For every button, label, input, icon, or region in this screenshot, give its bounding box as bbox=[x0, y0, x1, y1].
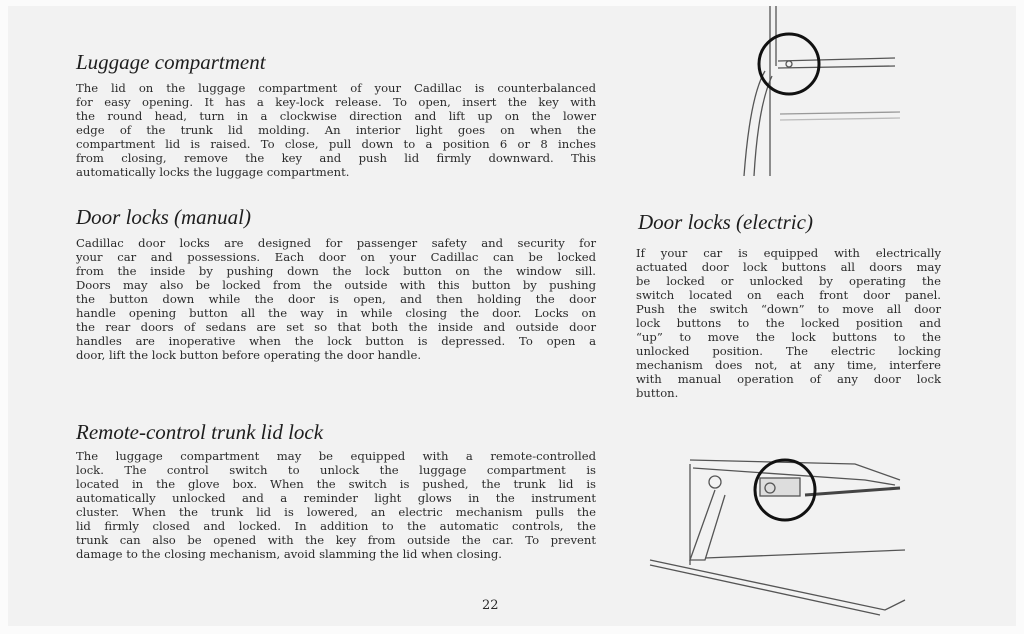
remote-trunk-lock-body bbox=[76, 449, 596, 561]
text-line: trunk can also be opened with the key from outside the car. To prevent bbox=[76, 533, 596, 547]
text-line: lock. The control switch to unlock the luggage compartment is bbox=[76, 463, 596, 477]
luggage-body bbox=[76, 81, 596, 179]
text-line: If your car is equipped with electrically bbox=[636, 246, 941, 260]
text-line: handles are inoperative when the lock button is depressed. To open a bbox=[76, 334, 596, 348]
door-locks-electric-body bbox=[636, 246, 941, 400]
text-line: automatically locks the luggage compartment. bbox=[76, 165, 350, 179]
text-line: button. bbox=[636, 386, 679, 400]
text-line: lock buttons to the locked position and bbox=[636, 316, 941, 330]
text-line: door, lift the lock button before operating the door handle. bbox=[76, 348, 422, 362]
page-number: 22 bbox=[482, 598, 499, 613]
text-line: automatically unlocked and a reminder light glows in the instrument bbox=[76, 491, 596, 505]
text-line: edge of the trunk lid molding. An interior light goes on when the bbox=[76, 123, 596, 137]
text-line: the rear doors of sedans are set so that both the inside and outside door bbox=[76, 320, 596, 334]
text-line: with manual operation of any door lock bbox=[636, 372, 941, 386]
text-line: The luggage compartment may be equipped with a remote-controlled bbox=[76, 449, 596, 463]
text-line: your car and possessions. Each door on your Cadillac can be locked bbox=[76, 250, 596, 264]
text-line: Cadillac door locks are designed for passenger safety and security for bbox=[76, 236, 596, 250]
heading-luggage-compartment: Luggage compartment bbox=[76, 50, 266, 74]
text-line: be locked or unlocked by operating the bbox=[636, 274, 941, 288]
heading-door-locks-electric: Door locks (electric) bbox=[638, 210, 813, 234]
highlight-circle bbox=[759, 34, 819, 94]
text-line: located in the glove box. When the switch is pushed, the trunk lid is bbox=[76, 477, 596, 491]
text-line: actuated door lock buttons all doors may bbox=[636, 260, 941, 274]
text-line: lid firmly closed and locked. In addition to the automatic controls, the bbox=[76, 519, 596, 533]
text-line: the button down while the door is open, and then holding the door bbox=[76, 292, 596, 306]
text-line: from closing, remove the key and push lid firmly downward. This bbox=[76, 151, 596, 165]
text-line: The lid on the luggage compartment of your Cadillac is counterbalanced bbox=[76, 81, 596, 95]
text-line: Push the switch “down” to move all door bbox=[636, 302, 941, 316]
text-line: the round head, turn in a clockwise direction and lift up on the lower bbox=[76, 109, 596, 123]
text-line: Doors may also be locked from the outside with this button by pushing bbox=[76, 278, 596, 292]
door-locks-manual-body bbox=[76, 236, 596, 362]
text-line: unlocked position. The electric locking bbox=[636, 344, 941, 358]
text-line: switch located on each front door panel. bbox=[636, 288, 941, 302]
glove-box-switch-illustration bbox=[645, 450, 915, 620]
heading-remote-trunk-lock: Remote-control trunk lid lock bbox=[76, 420, 324, 444]
text-line: damage to the closing mechanism, avoid slamming the lid when closing. bbox=[76, 547, 502, 561]
text-line: cluster. When the trunk lid is lowered, an electric mechanism pulls the bbox=[76, 505, 596, 519]
heading-door-locks-manual: Door locks (manual) bbox=[76, 205, 251, 229]
text-line: handle opening button all the way in while closing the door. Locks on bbox=[76, 306, 596, 320]
trunk-key-lock-illustration bbox=[720, 6, 920, 186]
text-line: “up” to move the lock buttons to the bbox=[636, 330, 941, 344]
text-line: mechanism does not, at any time, interfere bbox=[636, 358, 941, 372]
text-line: compartment lid is raised. To close, pull down to a position 6 or 8 inches bbox=[76, 137, 596, 151]
text-line: for easy opening. It has a key-lock release. To open, insert the key with bbox=[76, 95, 596, 109]
text-line: from the inside by pushing down the lock button on the window sill. bbox=[76, 264, 596, 278]
